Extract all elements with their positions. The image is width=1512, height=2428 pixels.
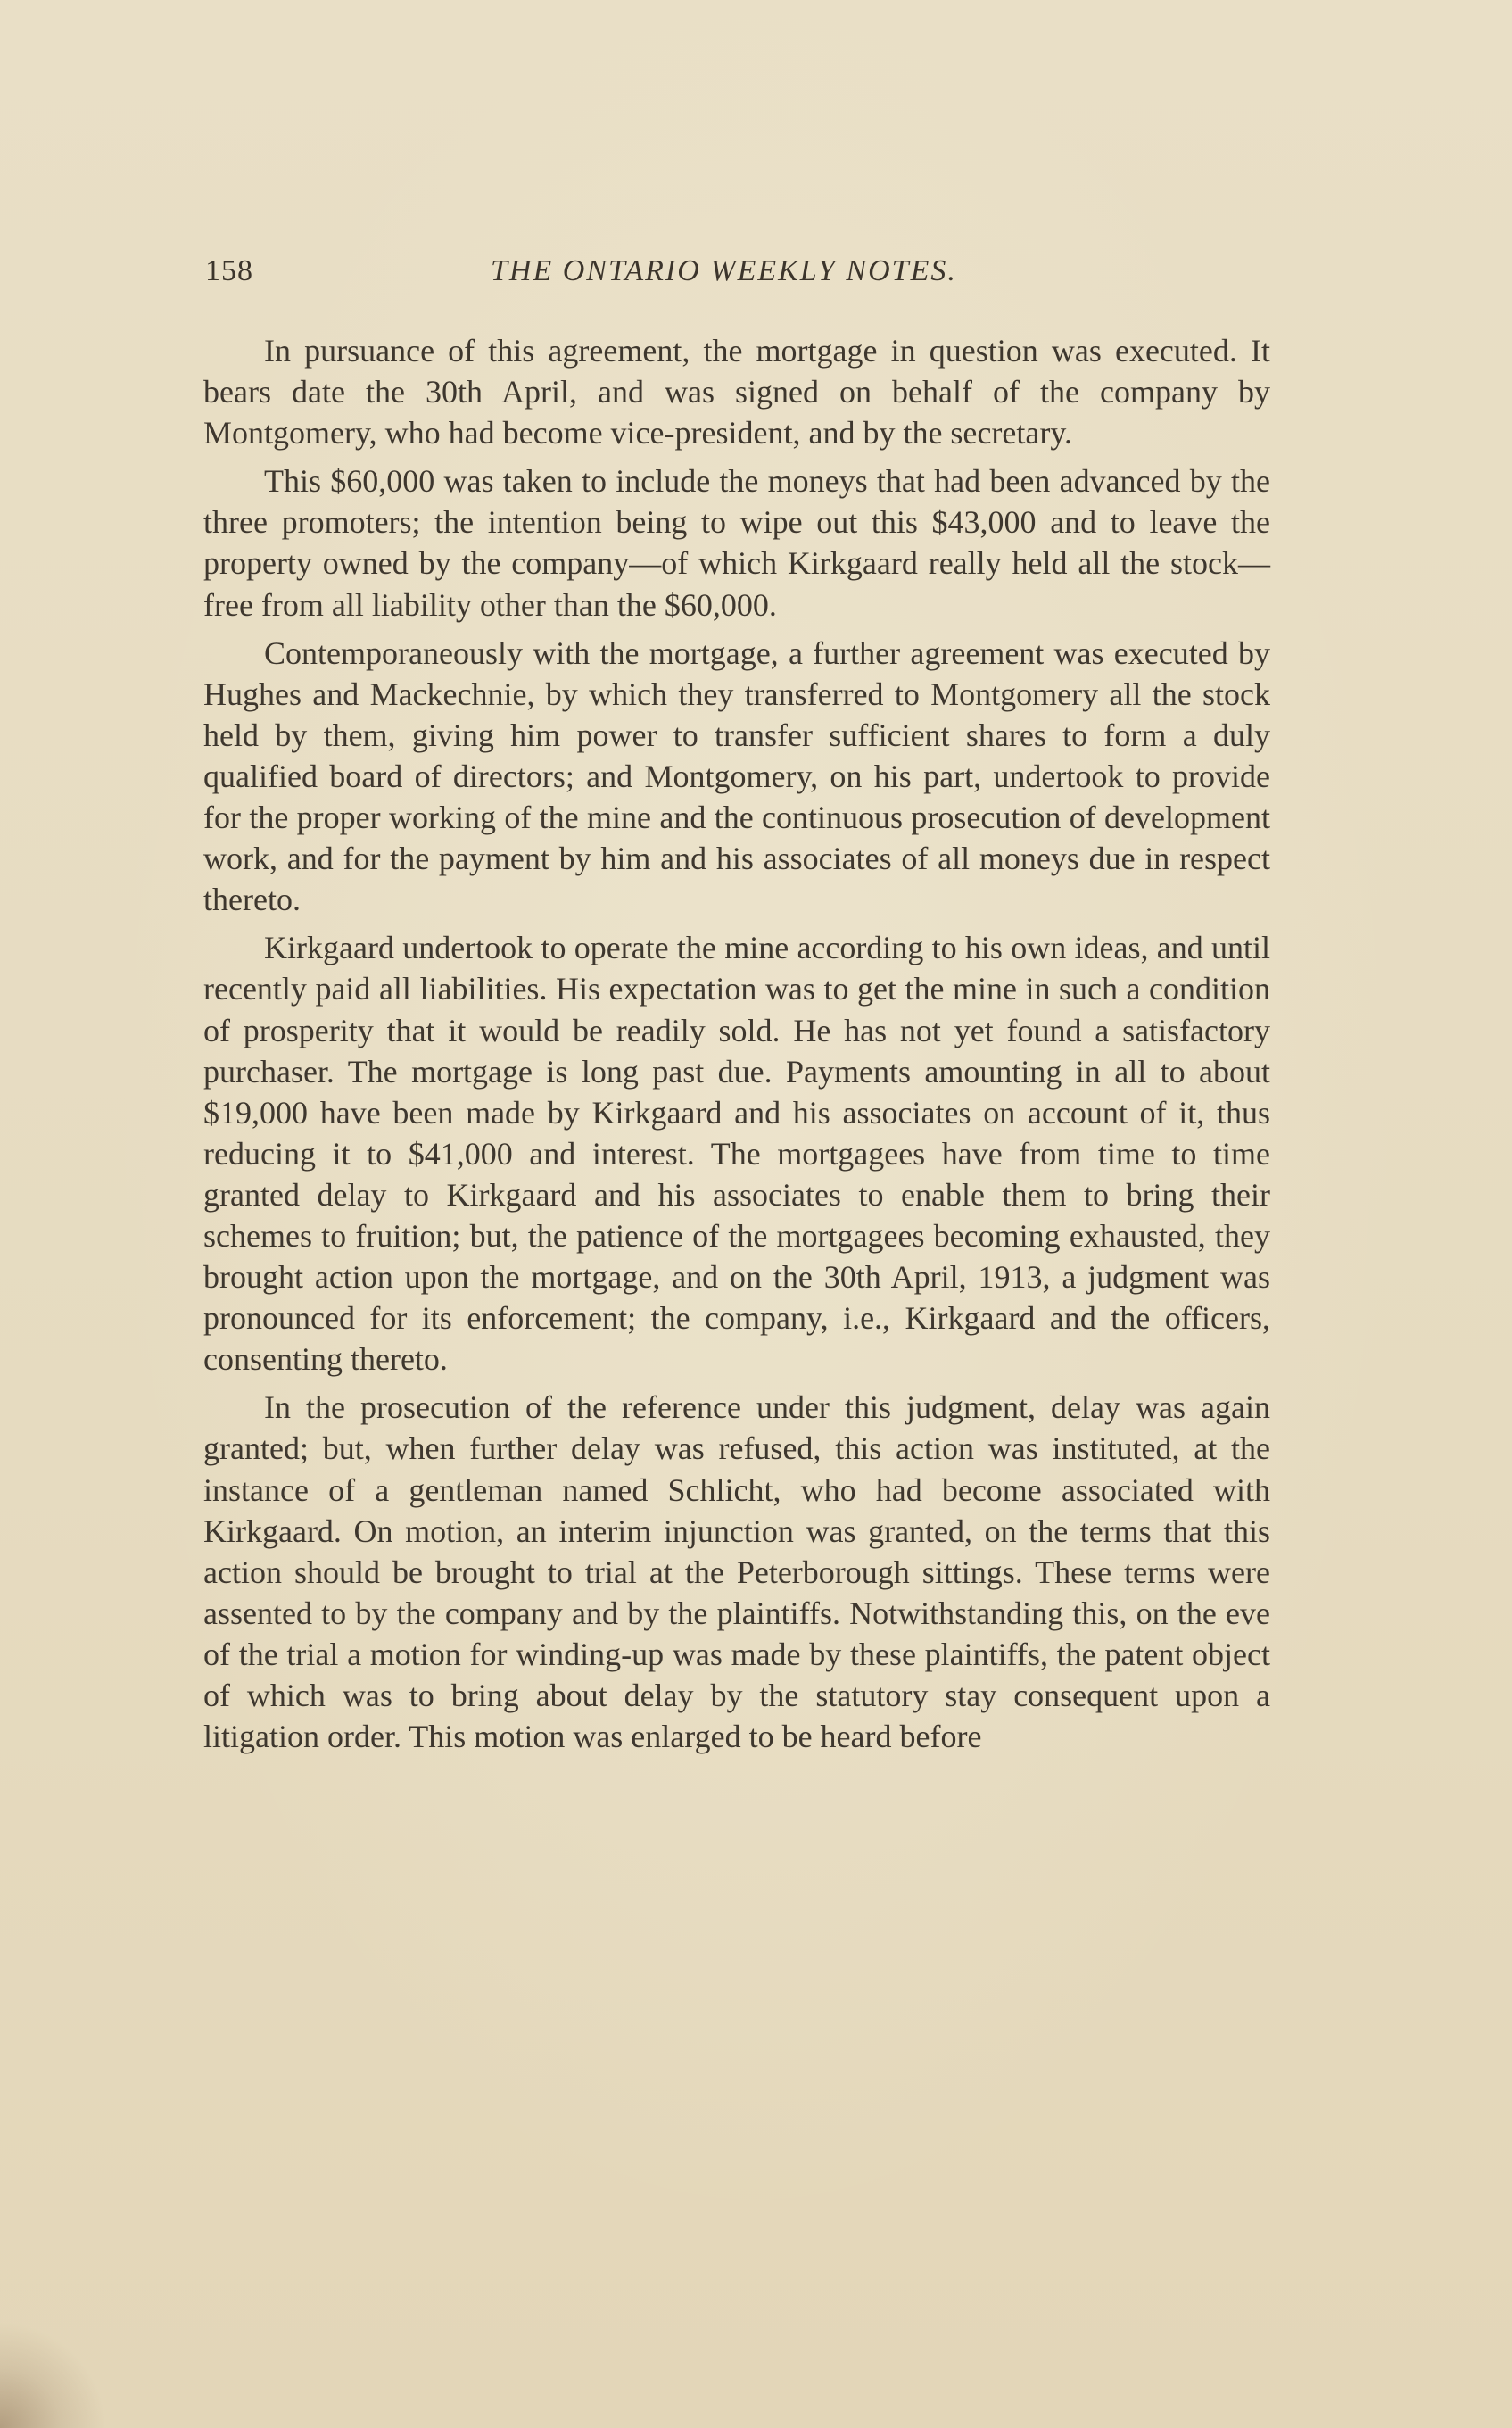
paragraph: In pursuance of this agreement, the mortgage in question was executed. It bears date the 30th April, and was signed on behalf of the company by Montgomery, who had become vice-president, and by the secretary. (203, 333, 1270, 452)
page-number: 158 (205, 254, 253, 287)
page-stain (0, 2321, 107, 2428)
paragraph: This $60,000 was taken to include the moneys that had been advanced by the three promoters; the intention being to wipe out this $43,000 and to leave the property owned by the company—of which Kirkgaard really held all the stock—free from all liability other than the $60,000. (203, 463, 1270, 623)
page-header (205, 254, 1267, 299)
paragraph: In the prosecution of the reference under this judgment, delay was again granted; but, when further delay was refused, this action was instituted, at the instance of a gentleman named Schlicht, who had become associated with Kirkgaard. On motion, an interim injunction was granted, on the terms that this action should be brought to trial at the Peterborough sittings. These terms were assented to by the company and by the plaintiffs. Notwithstanding this, on the eve of the trial a motion for winding-up was made by these plaintiffs, the patent object of which was to bring about delay by the statutory stay consequent upon a litigation order. This motion was enlarged to be heard before (203, 1389, 1270, 1755)
paragraph: Contemporaneously with the mortgage, a further agreement was executed by Hughes and Mackechnie, by which they transferred to Montgomery all the stock held by them, giving him power to transfer sufficient shares to form a duly qualified board of directors; and Montgomery, on his part, undertook to provide for the proper working of the mine and the continuous prosecution of development work, and for the payment by him and his associates of all moneys due in respect thereto. (203, 634, 1270, 918)
running-title: THE ONTARIO WEEKLY NOTES. (491, 254, 957, 287)
body-text (203, 330, 1270, 1764)
paragraph: Kirkgaard undertook to operate the mine according to his own ideas, and until recently paid all liabilities. His expectation was to get the mine in such a condition of prosperity that it would be readily sold. He has not yet found a satisfactory purchaser. The mortgage is long past due. Payments amounting in all to about $19,000 have been made by Kirkgaard and his associates on account of it, thus reducing it to $41,000 and interest. The mortgagees have from time to time granted delay to Kirkgaard and his associates to enable them to bring their schemes to fruition; but, the patience of the mortgagees becoming exhausted, they brought action upon the mortgage, and on the 30th April, 1913, a judgment was pronounced for its enforcement; the company, i.e., Kirkgaard and the officers, consenting thereto. (203, 930, 1270, 1378)
